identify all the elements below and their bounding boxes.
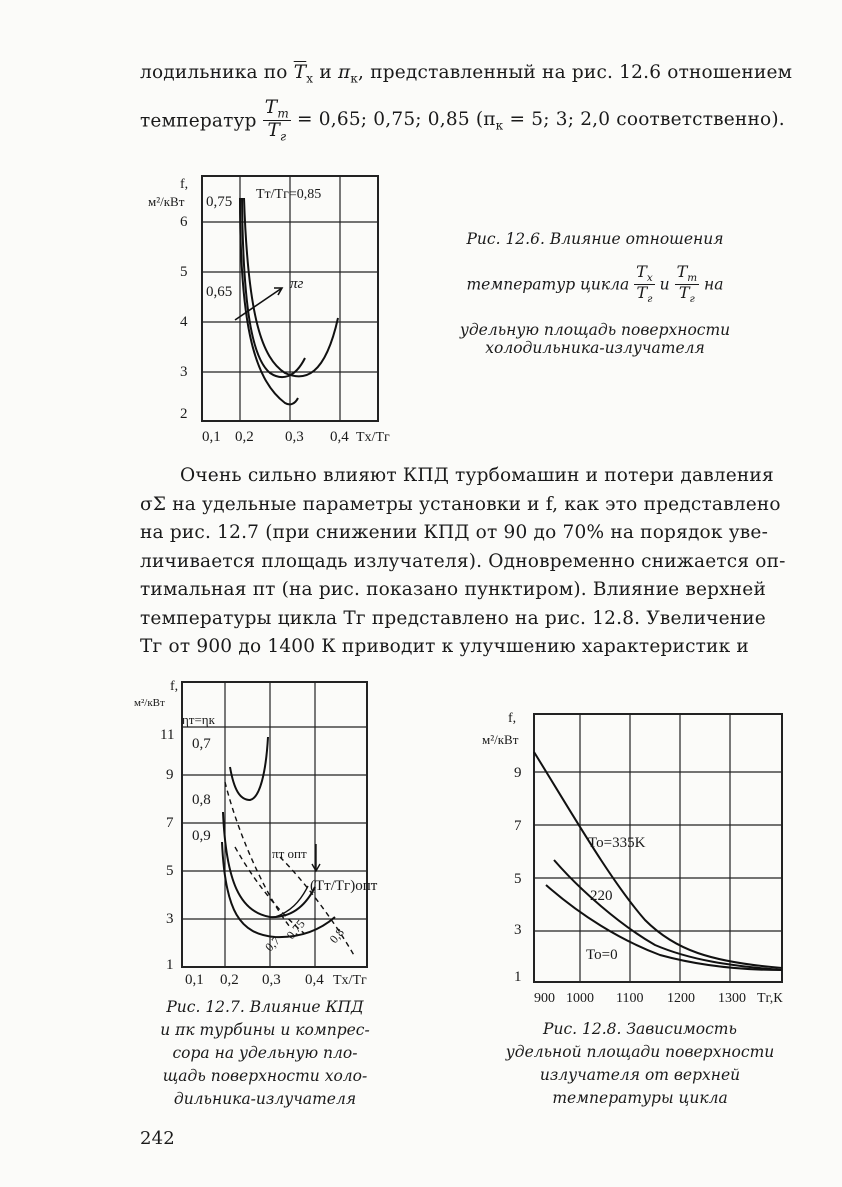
fig128-xtick: 1300 [718, 991, 746, 1006]
fig126-curves [240, 198, 338, 404]
fig126-xlabel: Tх/Tг [356, 430, 390, 445]
body-line: Очень сильно влияют КПД турбомашин и потери давления [180, 465, 774, 486]
intro-text: и [313, 62, 338, 83]
intro-text: = 5; 3; 2,0 соответственно). [503, 108, 785, 130]
fig127-xtick: 0,3 [262, 972, 281, 988]
fig128-ytick: 7 [514, 818, 522, 834]
tx-symbol: $\overline{T}$ [293, 62, 307, 83]
fig128-grid [534, 714, 782, 982]
fig126-ytick: 6 [180, 214, 188, 230]
curve-to-335 [534, 752, 782, 968]
fig126-label-pi: πг [290, 276, 304, 292]
body-line: температуры цикла Tг представлено на рис. 12.8. Увеличение [140, 607, 766, 629]
curve-to-0 [546, 885, 782, 970]
fig127-label-07: 0,7 [192, 736, 211, 752]
fig127-ytick: 3 [166, 911, 174, 927]
intro-text: лодильника по [140, 62, 294, 83]
fig127-label-075: 0,75 [283, 916, 308, 942]
fig127-caption-line: дильника-излучателя [173, 1090, 357, 1108]
fig127-caption-line: Рис. 12.7. Влияние КПД [166, 998, 364, 1016]
fig128-ytick: 3 [514, 922, 522, 938]
body-line: тимальная πт (на рис. показано пунктиром). Влияние верхней [140, 579, 766, 600]
fig127-caption-line: и πк турбины и компрес- [160, 1021, 370, 1039]
fig126-xtick: 0,2 [235, 429, 254, 445]
fig126-caption-line: Рис. 12.6. Влияние отношения [466, 230, 724, 248]
fig127-ytick: 9 [166, 767, 174, 783]
intro-line-2 [140, 98, 785, 144]
figure-12-8 [470, 700, 800, 1010]
fig127-label-08b: 0,8 [326, 925, 347, 946]
fig127-ytick: 1 [166, 957, 174, 973]
fig127-ytick: 7 [166, 815, 174, 831]
body-line: σΣ на удельные параметры установки и f, как это представлено [140, 493, 781, 515]
fig127-label-pi-opt: πт опт [272, 846, 307, 861]
pi-subscript: к [350, 71, 359, 86]
fig127-ylabel-f: f, [170, 679, 179, 694]
fig128-curves [534, 752, 782, 970]
tx-subscript: х [306, 71, 314, 86]
fig126-caption-line [430, 264, 760, 305]
fig127-xtick: 0,2 [220, 972, 239, 988]
fig128-ytick: 5 [514, 871, 522, 887]
body-line: личивается площадь излучателя). Одновременно снижается оп- [140, 550, 786, 572]
temperature-ratio-fraction [263, 98, 291, 144]
fig128-caption-line: излучателя от верхней [539, 1066, 741, 1084]
intro-line-1 [140, 62, 792, 86]
caption-fraction-tt-tg: $\frac{T_т}{T_г}$ [676, 262, 698, 306]
fig126-label-075: 0,75 [206, 194, 233, 210]
fig128-caption [470, 1018, 810, 1110]
fig127-curves [222, 737, 335, 937]
fig126-arrow [235, 288, 282, 320]
frac-denominator: T [267, 120, 280, 142]
body-paragraph [140, 462, 786, 662]
fig128-label-335: To=335K [588, 835, 646, 851]
caption-text: на [704, 275, 724, 294]
fig127-label-ratio-opt: (Tт/Tг)опт [310, 878, 378, 894]
fig128-label-0: To=0 [586, 947, 618, 963]
fig128-caption-line: удельной площади поверхности [505, 1043, 775, 1061]
fig127-caption-line: щадь поверхности холо- [162, 1067, 368, 1085]
fig127-ytick: 5 [166, 863, 174, 879]
figure-12-6 [140, 168, 400, 458]
fig127-xtick: 0,1 [185, 972, 204, 988]
caption-text: и [659, 275, 670, 294]
fig128-ytick: 1 [514, 969, 522, 985]
fig126-ytick: 5 [180, 264, 188, 280]
fig126-ylabel-unit: м²/кВт [148, 194, 185, 209]
fig127-label-eta: ηт=ηк [182, 712, 215, 727]
fig127-caption [130, 996, 400, 1111]
curve-eta-07 [230, 737, 268, 800]
fig128-caption-line: Рис. 12.8. Зависимость [543, 1020, 737, 1038]
page-number: 242 [140, 1128, 175, 1149]
fig126-ylabel-f: f, [180, 177, 189, 192]
fig128-ylabel-unit: м²/кВт [482, 732, 519, 747]
fig128-xtick: 1000 [566, 991, 594, 1006]
fig128-xlabel: Tг,К [757, 991, 783, 1006]
intro-text: , представленный на рис. 12.6 отношением [358, 62, 793, 83]
pi-symbol: π [337, 62, 351, 83]
fig127-label-08: 0,8 [192, 792, 211, 808]
fig126-xtick: 0,1 [202, 429, 221, 445]
body-line: на рис. 12.7 (при снижении КПД от 90 до 70% на порядок уве- [140, 522, 769, 543]
fig128-xtick: 1100 [616, 991, 644, 1006]
fig127-xtick: 0,4 [305, 972, 324, 988]
fig128-xtick: 1200 [667, 991, 695, 1006]
fig127-label-07b: 0,7 [262, 933, 283, 955]
fig126-label-065: 0,65 [206, 284, 233, 300]
fig127-ytick: 11 [160, 727, 175, 743]
pi-subscript: к [495, 118, 504, 133]
frac-numerator: T [264, 97, 278, 118]
curve-eta-08 [223, 812, 315, 917]
fig126-xtick: 0,4 [330, 429, 349, 445]
fig127-ylabel-unit: м²/кВт [134, 697, 165, 709]
fig126-caption [430, 230, 760, 357]
fig127-caption-line: сора на удельную пло- [172, 1044, 358, 1062]
fig128-caption-line: температуры цикла [552, 1089, 728, 1107]
fig126-ytick: 3 [180, 364, 188, 380]
intro-text: температур [140, 110, 257, 132]
fig128-label-220: 220 [590, 888, 613, 904]
frac-subscript: г [279, 130, 287, 144]
fig128-ylabel-f: f, [508, 711, 517, 726]
caption-fraction-tx-tg: $\frac{T_х}{T_г}$ [636, 262, 653, 306]
fig126-caption-line: холодильника-излучателя [485, 339, 705, 358]
intro-text: = 0,65; 0,75; 0,85 (π [297, 108, 496, 130]
fig126-caption-line: удельную площадь поверхности [459, 321, 731, 340]
caption-text: температур цикла [466, 275, 630, 294]
fig126-ytick: 4 [180, 314, 188, 330]
fig128-xtick: 900 [534, 991, 555, 1006]
fig126-ytick: 2 [180, 406, 188, 422]
fig127-xlabel: Tх/Tг [333, 973, 367, 988]
fig126-label-085: Tт/Tг=0,85 [256, 187, 322, 202]
fig126-xtick: 0,3 [285, 429, 304, 445]
body-line: Tг от 900 до 1400 К приводит к улучшению характеристик и [140, 636, 749, 657]
frac-subscript: т [277, 106, 289, 121]
fig127-label-09: 0,9 [192, 828, 211, 844]
figure-12-7 [130, 672, 390, 992]
fig128-ytick: 9 [514, 765, 522, 781]
